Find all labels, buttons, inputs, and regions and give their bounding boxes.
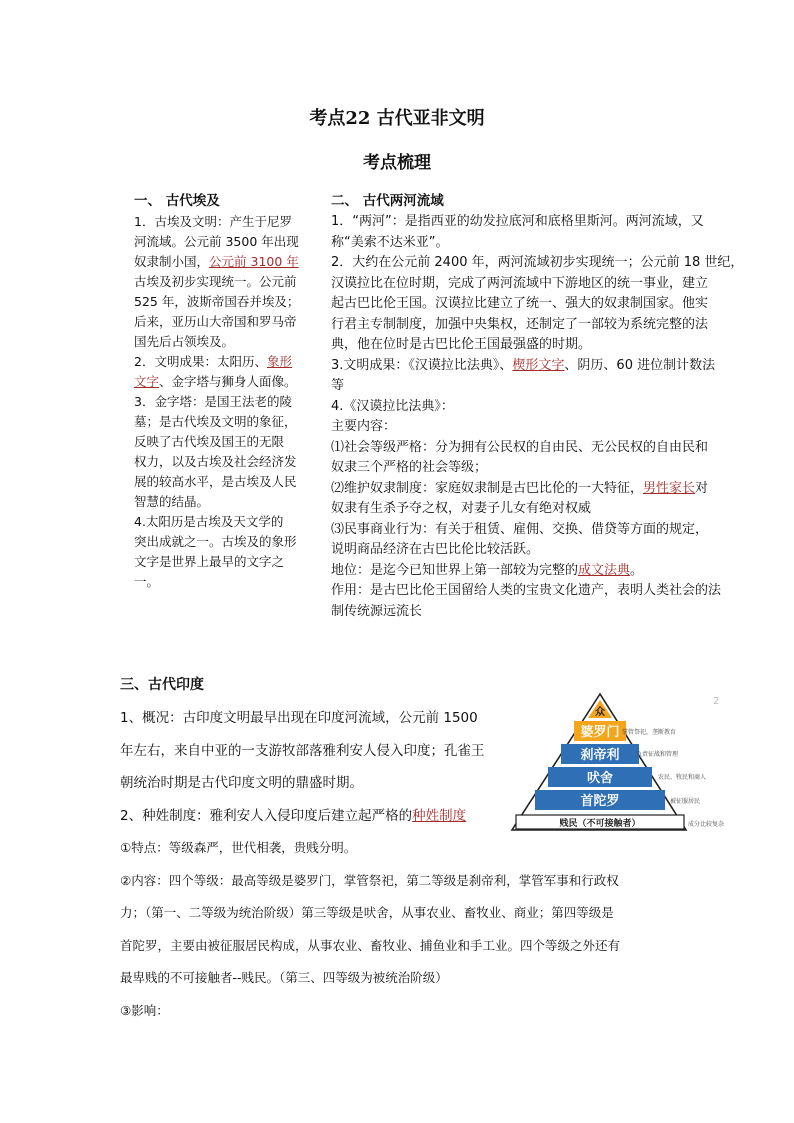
mesopotamia-heading: 二、 古代两河流域: [331, 193, 444, 209]
text-segment: 奴隶制小国，: [134, 254, 210, 269]
india-heading: 三、古代印度: [120, 677, 204, 693]
mesopotamia-line: [331, 438, 751, 459]
text-segment: 3．金字塔：是国王法老的陵: [134, 394, 292, 409]
mesopotamia-line: [331, 499, 751, 520]
mesopotamia-line: [331, 356, 751, 377]
pyramid-note-4: 被征服居民: [670, 798, 701, 805]
underlined-term: 文字: [134, 374, 160, 389]
text-segment: 反映了古代埃及国王的无限: [134, 434, 285, 449]
text-segment: 年左右，来自中亚的一支游牧部落雅利安人侵入印度；孔雀王: [120, 742, 485, 759]
text-segment: 墓；是古代埃及文明的象征，: [134, 414, 297, 429]
text-segment: 行君主专制制度，加强中央集权，还制定了一部较为系统完整的法: [331, 316, 709, 332]
pyramid-top-mark: 众: [595, 707, 605, 718]
egypt-line: [134, 332, 324, 352]
text-segment: 奴隶有生杀予夺之权，对妻子儿女有绝对权威: [331, 501, 592, 516]
egypt-line: [134, 272, 324, 292]
text-segment: ③影响：: [120, 1002, 169, 1018]
egypt-line: [134, 432, 324, 452]
mesopotamia-section: [331, 193, 751, 622]
text-segment: 首陀罗，主要由被征服居民构成，从事农业、畜牧业、捕鱼业和手工业。四个等级之外还有: [120, 937, 621, 953]
pyramid-tier-3-label: 吠舍: [586, 771, 614, 786]
egypt-line: [134, 492, 324, 512]
mesopotamia-line: [331, 540, 751, 561]
text-segment: 3.文明成果：《汉谟拉比法典》、: [331, 357, 513, 373]
pyramid-base-label: 贱民（不可接触者）: [559, 819, 641, 829]
text-segment: 制传统源远流长: [331, 603, 423, 619]
text-segment: 说明商品经济在古巴比伦比较活跃。: [331, 542, 540, 557]
text-segment: 展的较高水平，是古埃及人民: [134, 474, 297, 489]
text-segment: 等: [331, 378, 345, 393]
india-line: [120, 897, 690, 930]
text-segment: 对: [695, 480, 709, 496]
egypt-line: [134, 552, 324, 572]
text-segment: 作用：是古巴比伦王国留给人类的宝贵文化遗产，表明人类社会的法: [331, 583, 722, 598]
text-segment: ⑵维护奴隶制度：家庭奴隶制是古巴比伦的一大特征，: [331, 480, 644, 496]
mesopotamia-line: [331, 520, 751, 541]
underlined-term: 楔形文字: [512, 357, 565, 373]
caste-pyramid-svg: [508, 690, 728, 840]
mesopotamia-line: [331, 581, 751, 602]
underlined-term: 公元前 3100 年: [209, 254, 299, 269]
page-title: 考点22 古代亚非文明: [309, 108, 485, 129]
mesopotamia-line: [331, 294, 751, 315]
egypt-body: [134, 212, 324, 592]
mesopotamia-line: [331, 602, 751, 623]
text-segment: 典，他在位时是古巴比伦王国最强盛的时期。: [331, 337, 592, 352]
text-segment: 汉谟拉比在位时期，完成了两河流域中下游地区的统一事业，建立: [331, 275, 709, 291]
pyramid-tier-2-label: 刹帝利: [580, 748, 620, 763]
egypt-line: [134, 572, 324, 592]
text-segment: ⑴社会等级严格：分为拥有公民权的自由民、无公民权的自由民和: [331, 439, 709, 455]
egypt-line: [134, 452, 324, 472]
caste-pyramid-diagram: [508, 690, 728, 840]
mesopotamia-line: [331, 212, 751, 233]
text-segment: 1、概况：古印度文明最早出现在印度河流域，公元前 1500: [120, 710, 478, 726]
mesopotamia-line: [331, 458, 751, 479]
egypt-line: [134, 532, 324, 552]
text-segment: 国先后占领埃及。: [134, 334, 235, 349]
egypt-line: [134, 352, 324, 372]
text-segment: 河流域。公元前 3500 年出现: [134, 234, 299, 249]
text-segment: 2、种姓制度：雅利安人入侵印度后建立起严格的: [120, 807, 413, 824]
text-segment: 主要内容：: [331, 419, 397, 434]
india-line: [120, 995, 690, 1028]
text-segment: 1．古埃及文明：产生于尼罗: [134, 214, 292, 229]
text-segment: ①特点：等级森严，世代相袭，贵贱分明。: [120, 840, 357, 855]
pyramid-note-5: 成分比较复杂: [688, 821, 725, 828]
text-segment: 4.《汉谟拉比法典》：: [331, 398, 454, 414]
text-segment: 1．“两河”：是指西亚的幼发拉底河和底格里斯河。两河流域，又: [331, 214, 704, 229]
text-segment: 525 年，波斯帝国吞并埃及；: [134, 294, 300, 309]
text-segment: 2．大约在公元前 2400 年，两河流域初步实现统一；公元前 18 世纪，: [331, 255, 744, 270]
egypt-line: [134, 372, 324, 392]
text-segment: ⑶民事商业行为：有关于租赁、雇佣、交换、借贷等方面的规定，: [331, 521, 709, 537]
egypt-line: [134, 472, 324, 492]
pyramid-tier-1-label: 婆罗门: [580, 725, 620, 740]
mesopotamia-line: [331, 561, 751, 582]
egypt-line: [134, 292, 324, 312]
india-line: [120, 865, 690, 898]
egypt-line: [134, 312, 324, 332]
text-segment: 称“美索不达米亚”。: [331, 234, 449, 250]
text-segment: 最卑贱的不可接触者--贱民。（第三、四等级为被统治阶级）: [120, 970, 448, 985]
egypt-line: [134, 232, 324, 252]
text-segment: ②内容：四个等级：最高等级是婆罗门，掌管祭祀，第二等级是刹帝利，掌管军事和行政权: [120, 872, 619, 888]
text-segment: 奴隶三个严格的社会等级；: [331, 460, 488, 475]
egypt-line: [134, 212, 324, 232]
text-segment: 文字是世界上最早的文字之: [134, 554, 285, 569]
mesopotamia-line: [331, 397, 751, 418]
section-subtitle: 考点梳理: [363, 153, 431, 173]
text-segment: 、金字塔与狮身人面像。: [159, 374, 297, 389]
mesopotamia-line: [331, 417, 751, 438]
pyramid-corner-mark: 2: [713, 696, 720, 707]
egypt-line: [134, 512, 324, 532]
india-line: [120, 962, 690, 995]
text-segment: 古埃及初步实现统一。公元前: [134, 274, 297, 289]
pyramid-note-1: 掌管祭祀，垄断教育: [622, 729, 677, 736]
egypt-line: [134, 392, 324, 412]
text-segment: 2．文明成果：太阳历、: [134, 354, 267, 369]
text-segment: 。: [630, 562, 644, 578]
text-segment: 力；（第一、二等级为统治阶级）第三等级是吠舍，从事农业、畜牧业、商业；第四等级是: [120, 905, 614, 920]
underlined-term: 男性家长: [643, 480, 696, 496]
mesopotamia-line: [331, 376, 751, 397]
text-segment: 起古巴比伦王国。汉谟拉比建立了统一、强大的奴隶制国家。他实: [331, 296, 709, 311]
mesopotamia-line: [331, 233, 751, 254]
pyramid-note-2: 负责征战和管理: [636, 751, 679, 758]
india-line: [120, 930, 690, 963]
mesopotamia-line: [331, 253, 751, 274]
text-segment: 后来，亚历山大帝国和罗马帝: [134, 314, 297, 329]
egypt-line: [134, 412, 324, 432]
text-segment: 4.太阳历是古埃及天文学的: [134, 514, 284, 529]
text-segment: 、阴历、60 进位制计数法: [564, 357, 716, 373]
mesopotamia-line: [331, 315, 751, 336]
text-segment: 突出成就之一。古埃及的象形: [134, 534, 297, 549]
underlined-term: 象形: [266, 354, 292, 369]
pyramid-note-3: 农民、牧民和商人: [658, 774, 707, 781]
underlined-term: 种姓制度: [412, 807, 467, 824]
mesopotamia-line: [331, 479, 751, 500]
text-segment: 权力，以及古埃及社会经济发: [134, 454, 297, 469]
egypt-heading: 一、 古代埃及: [134, 193, 220, 209]
mesopotamia-body: [331, 212, 751, 622]
text-segment: 朝统治时期是古代印度文明的鼎盛时期。: [120, 775, 363, 791]
text-segment: 一。: [134, 574, 160, 589]
egypt-section: [134, 190, 324, 592]
mesopotamia-line: [331, 335, 751, 356]
pyramid-tier-4-label: 首陀罗: [580, 794, 620, 809]
mesopotamia-line: [331, 274, 751, 295]
underlined-term: 成文法典: [578, 562, 631, 578]
text-segment: 智慧的结晶。: [134, 494, 210, 509]
egypt-line: [134, 252, 324, 272]
text-segment: 地位：是迄今已知世界上第一部较为完整的: [331, 562, 579, 578]
